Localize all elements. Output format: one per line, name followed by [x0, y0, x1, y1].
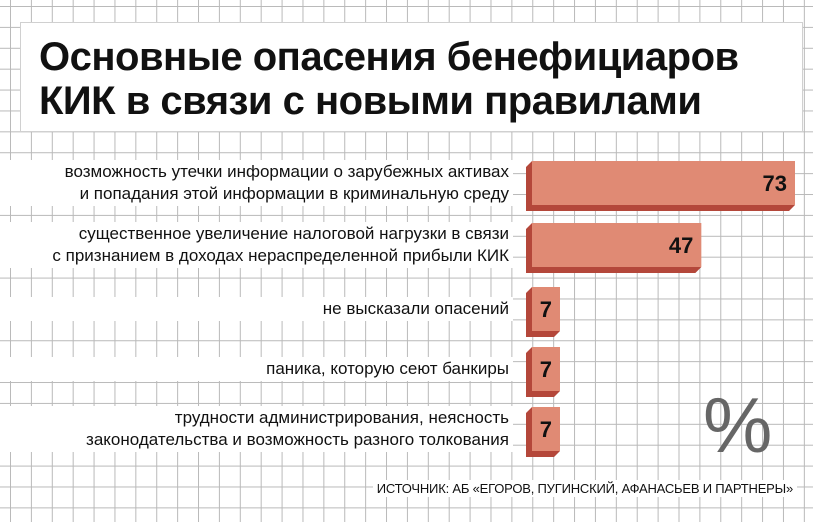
chart-title: Основные опасения бенефициаров КИК в связи с новыми правилами	[39, 35, 739, 123]
bar-value-label: 7	[539, 417, 552, 442]
category-label-line: трудности администрирования, неясность	[174, 408, 509, 427]
bar-value-label: 73	[762, 171, 787, 196]
source-note: ИСТОЧНИК: АБ «ЕГОРОВ, ПУГИНСКИЙ, АФАНАСЬЕВ И ПАРТНЕРЫ»	[373, 480, 797, 497]
bar-value-label: 7	[539, 357, 552, 382]
category-label-line: паника, которую сеют банкиры	[266, 359, 509, 378]
category-label	[0, 222, 513, 268]
bar-group	[526, 161, 795, 211]
percent-unit-symbol: %	[703, 381, 773, 469]
bar-group	[526, 407, 560, 457]
bar-group	[526, 287, 560, 337]
category-label-line: и попадания этой информации в криминальную среду	[79, 184, 509, 203]
category-label	[0, 297, 513, 321]
category-label-line: с признанием в доходах нераспределенной прибыли КИК	[52, 246, 509, 265]
category-label-line: законодательства и возможность разного толкования	[86, 430, 509, 449]
bar-value-label: 7	[539, 297, 552, 322]
bar-group	[526, 223, 701, 273]
category-label-line: не высказали опасений	[322, 299, 509, 318]
category-label	[0, 160, 513, 206]
category-label-line: возможность утечки информации о зарубежных активах	[64, 162, 509, 181]
category-label	[0, 406, 513, 452]
category-label	[0, 357, 513, 381]
bar-value-label: 47	[668, 233, 694, 258]
bar-group	[526, 347, 560, 397]
category-label-line: существенное увеличение налоговой нагрузки в связи	[78, 224, 509, 243]
bar	[532, 161, 795, 205]
